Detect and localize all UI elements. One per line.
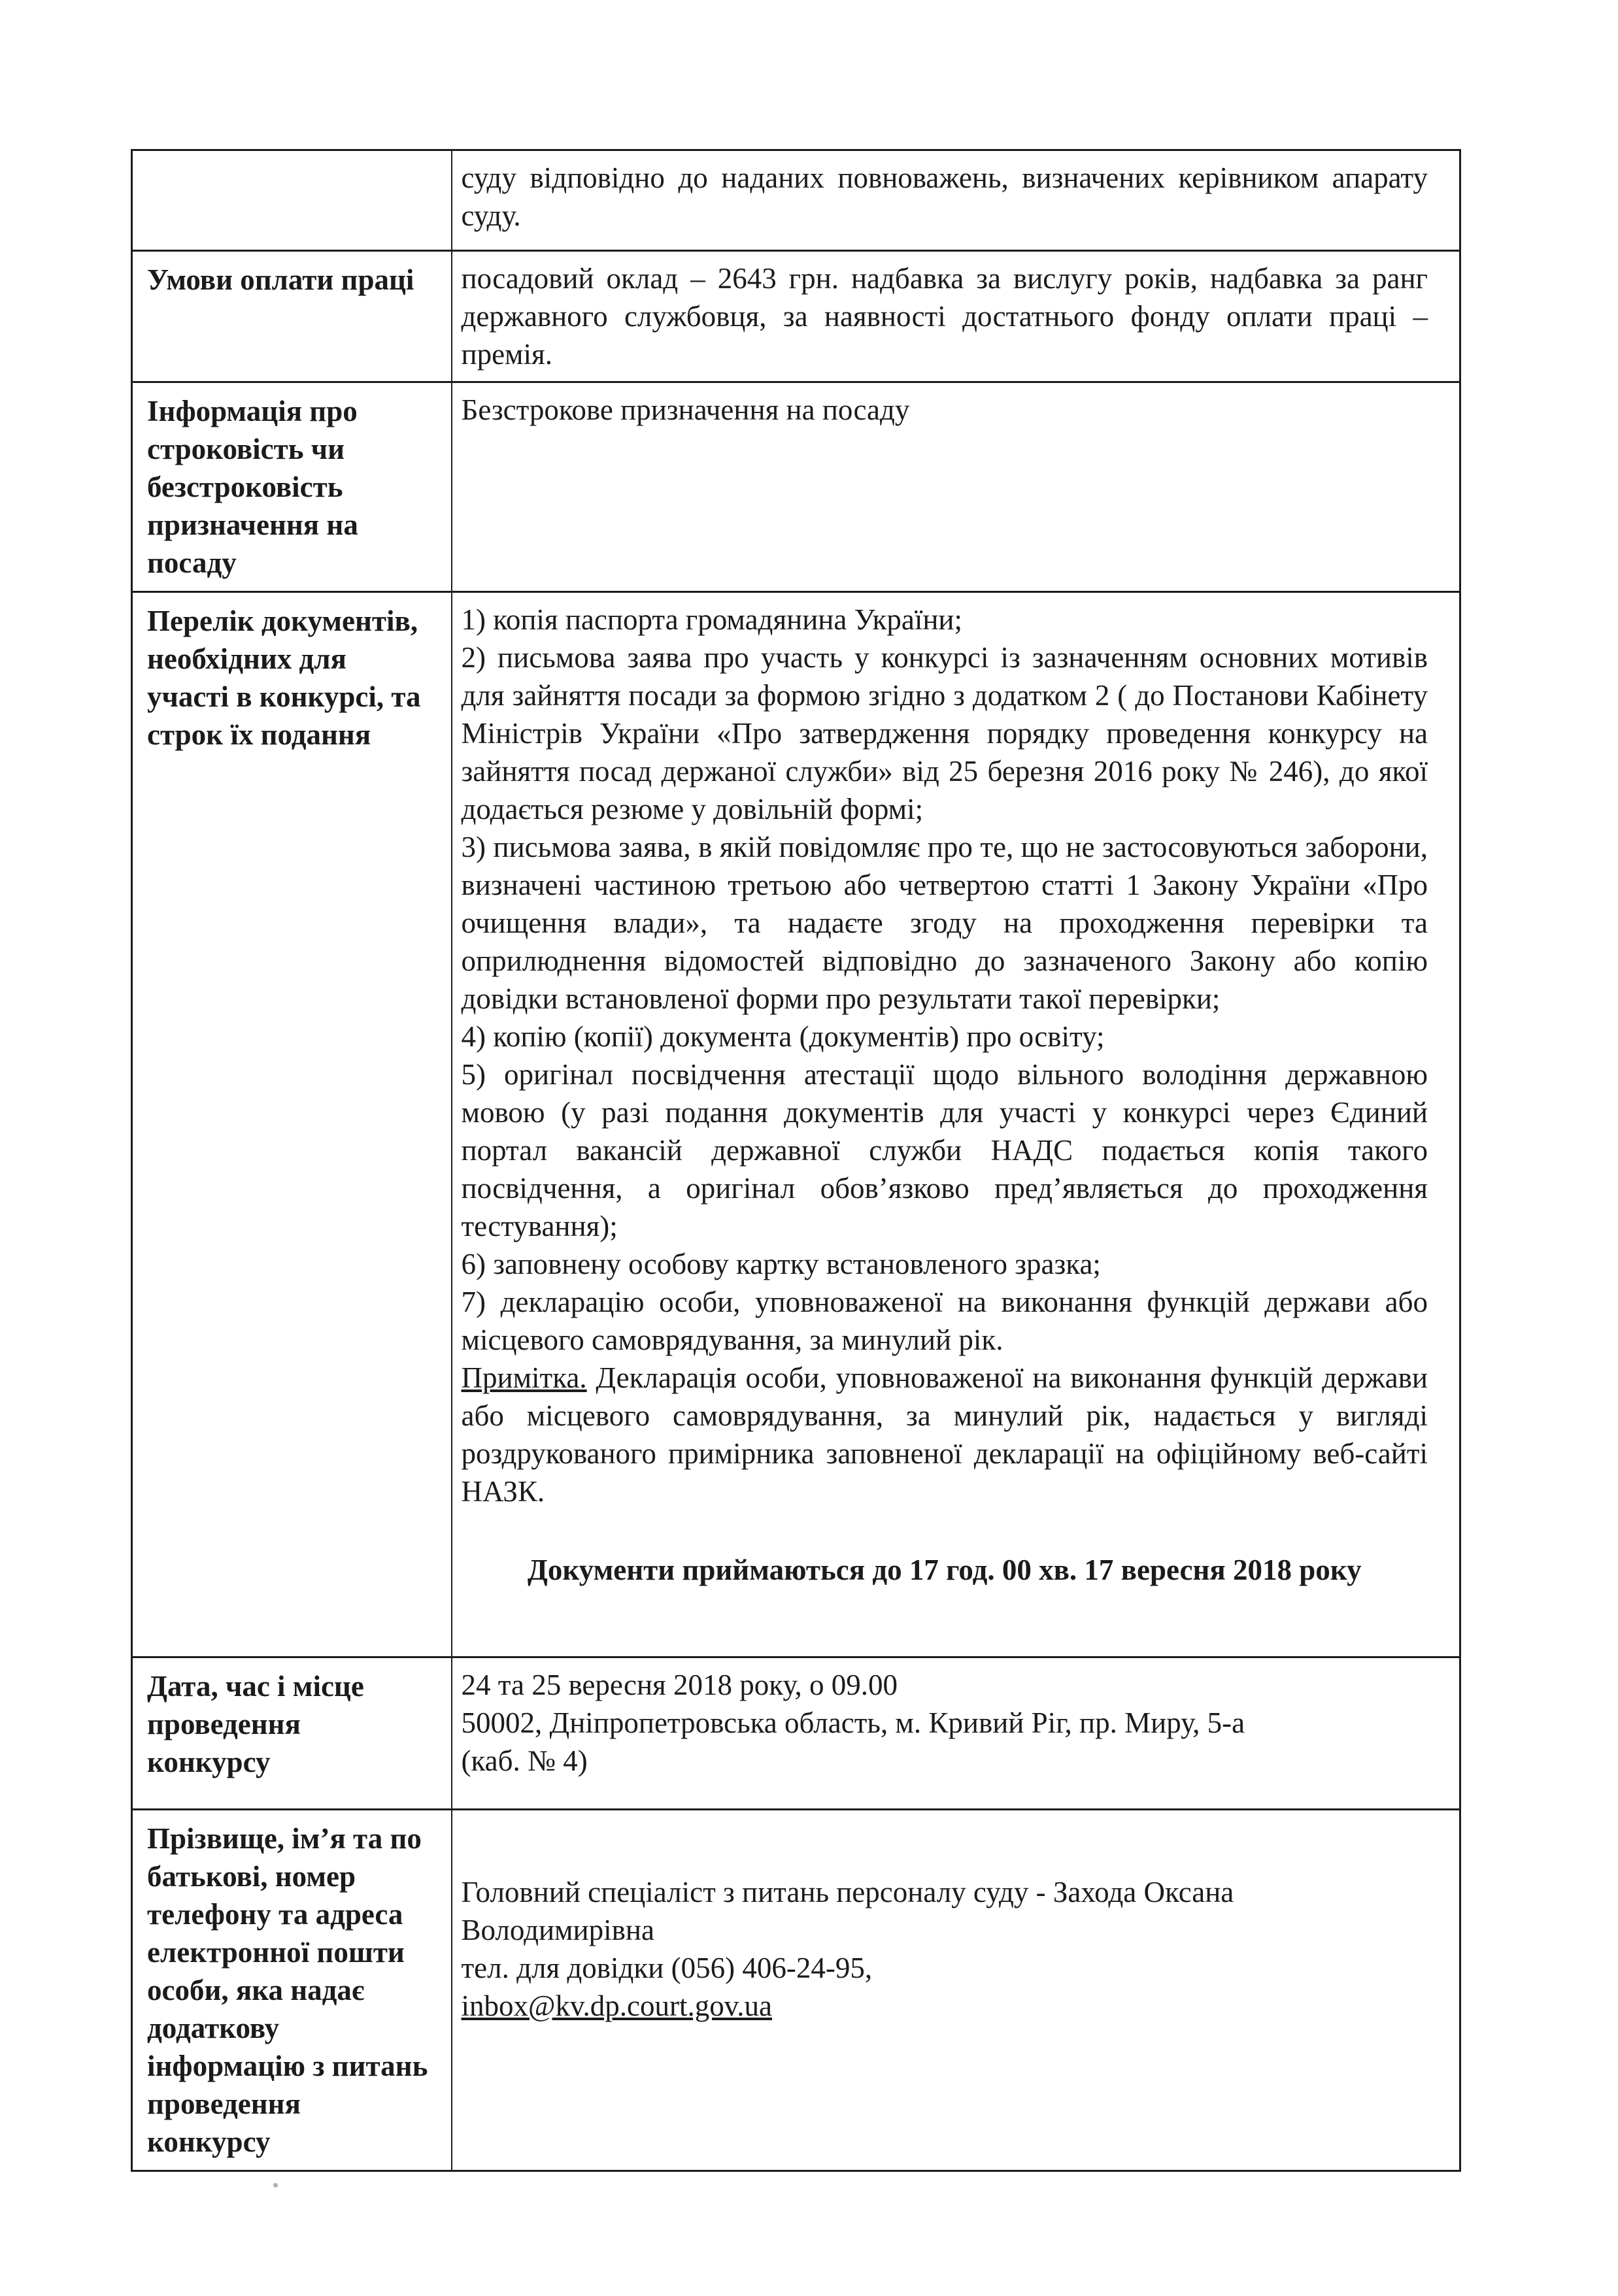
row-label-cell xyxy=(132,1657,452,1810)
row-label-cell xyxy=(132,592,452,1657)
row-content-cell xyxy=(452,150,1460,251)
document-item: 6) заповнену особову картку встановленого зразка; xyxy=(461,1248,1101,1280)
contact-phone-line: тел. для довідки (056) 406-24-95, xyxy=(461,1952,873,1984)
note-label: Примітка. xyxy=(461,1361,587,1394)
note-paragraph xyxy=(462,1359,1428,1510)
row-content-cell xyxy=(452,592,1460,1657)
date-line: 24 та 25 вересня 2018 року, о 09.00 xyxy=(461,1669,898,1701)
duties-continuation-text: суду відповідно до наданих повноважень, визначених керівником апарату суду. xyxy=(461,161,1428,232)
row-content-cell xyxy=(452,1657,1460,1810)
document-item: 5) оригінал посвідчення атестації щодо вільного володіння державною мовою (у разі подання документів для участі у конкурсі через Єдиний портал вакансій державної служби НАДС подається копія такого посвідчення, а оригінал обов’язково пред’являється до проходження тестування); xyxy=(461,1058,1428,1242)
table-row-salary xyxy=(132,251,1460,382)
documents-row-label: Перелік документів, необхідних для участі в конкурсі, та строк їх подання xyxy=(147,605,421,751)
competition-info-table xyxy=(131,149,1461,2172)
table-row-date-place xyxy=(132,1657,1460,1810)
row-content-cell xyxy=(452,251,1460,382)
cabinet-line: (каб. № 4) xyxy=(461,1744,588,1777)
salary-text: посадовий оклад – 2643 грн. надбавка за вислугу років, надбавка за ранг державного службовця, за наявності достатнього фонду оплати праці – премія. xyxy=(461,262,1428,371)
table-row-documents xyxy=(132,592,1460,1657)
table-row-duties-continuation xyxy=(132,150,1460,251)
table-row-contact xyxy=(132,1810,1460,2171)
contact-email-line xyxy=(462,1987,1428,2025)
table-row-term xyxy=(132,382,1460,592)
row-label-cell xyxy=(132,251,452,382)
document-item: 3) письмова заява, в якій повідомляє про те, що не застосовуються заборони, визначені частиною третьою або четвертою статті 1 Закону України «Про очищення влади», та надаєте згоду на проходження перевірки та оприлюднення відомостей відповідно до зазначеного Закону або копію довідки встановленої форми про результати такої перевірки; xyxy=(461,831,1428,1015)
contact-row-label: Прізвище, ім’я та по батькові, номер телефону та адреса електронної пошти особи, яка надає додаткову інформацію з питань проведення конкурсу xyxy=(147,1822,428,2158)
term-row-label: Інформація про строковість чи безстроковість призначення на посаду xyxy=(147,395,358,579)
row-label-cell xyxy=(132,1810,452,2171)
document-item: 4) копію (копії) документа (документів) про освіту; xyxy=(461,1020,1105,1053)
scan-speck xyxy=(273,2183,278,2188)
note-text: Декларація особи, уповноваженої на виконання функцій держави або місцевого самоврядування, за минулий рік, надається у вигляді роздрукованого примірника заповненої декларації на офіційному веб-сайті НАЗК. xyxy=(461,1361,1428,1508)
salary-row-label: Умови оплати праці xyxy=(147,263,414,296)
row-content-cell xyxy=(452,382,1460,592)
document-item: 7) декларацію особи, уповноваженої на виконання функцій держави або місцевого самоврядування, за минулий рік. xyxy=(461,1286,1428,1356)
contact-name-line: Головний спеціаліст з питань персоналу суду - Захода Оксана Володимирівна xyxy=(461,1876,1234,1946)
contact-email: inbox@kv.dp.court.gov.ua xyxy=(461,1989,773,2022)
row-content-cell xyxy=(452,1810,1460,2171)
row-label-cell-empty xyxy=(132,150,452,251)
document-item: 1) копія паспорта громадянина України; xyxy=(461,603,963,636)
address-line: 50002, Дніпропетровська область, м. Кривий Ріг, пр. Миру, 5-а xyxy=(461,1706,1245,1739)
term-text: Безстрокове призначення на посаду xyxy=(461,393,910,426)
date-place-row-label: Дата, час і місце проведення конкурсу xyxy=(147,1670,364,1778)
deadline-text: Документи приймаються до 17 год. 00 хв. 17 вересня 2018 року xyxy=(527,1554,1362,1586)
document-item: 2) письмова заява про участь у конкурсі із зазначенням основних мотивів для зайняття посади за формою згідно з додатком 2 ( до Постанови Кабінету Міністрів України «Про затвердження порядку проведення конкурсу на зайняття посад держаної служби» від 25 березня 2016 року № 246), до якої додається резюме у довільній формі; xyxy=(461,641,1428,825)
row-label-cell xyxy=(132,382,452,592)
